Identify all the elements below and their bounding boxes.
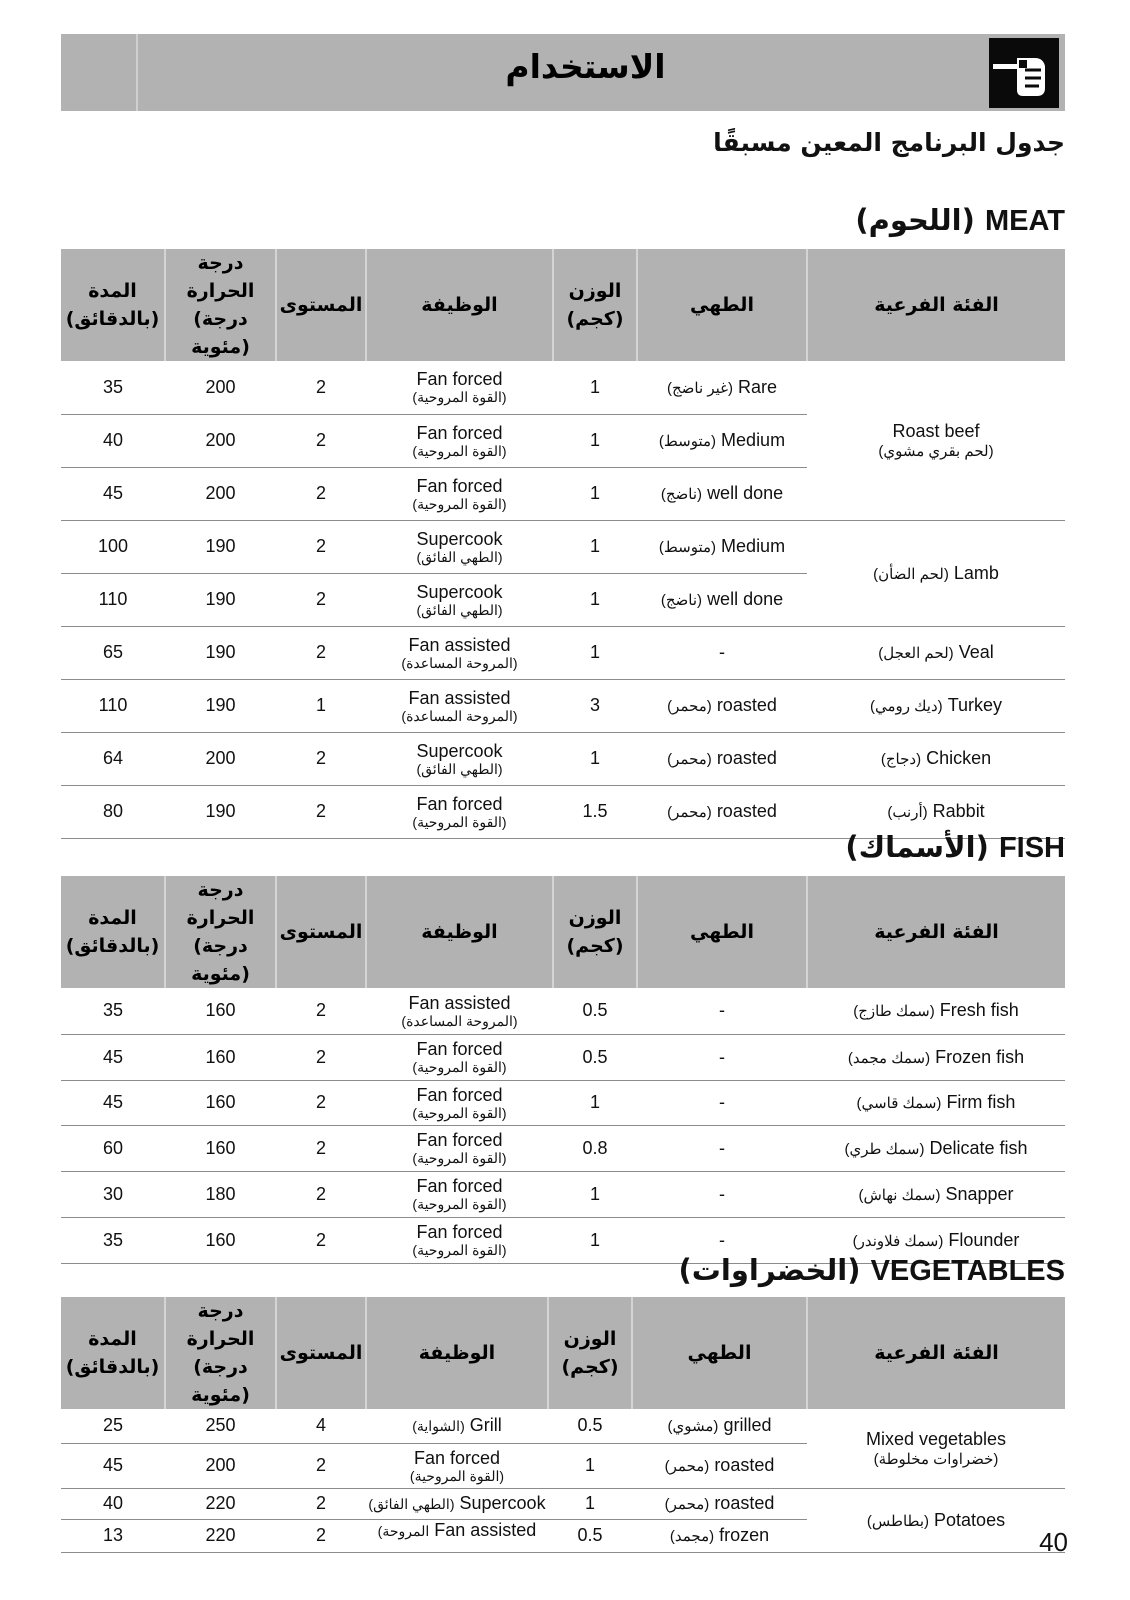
col-time: المدة (بالدقائق): [61, 249, 165, 361]
cell-level: 2: [276, 626, 366, 679]
cell-weight: 1: [553, 1217, 637, 1263]
cell-temp: 190: [165, 573, 276, 626]
cell-temp: 160: [165, 1217, 276, 1263]
cell-time: 45: [61, 1080, 165, 1125]
cell-temp: 220: [165, 1519, 276, 1552]
cell-weight: 0.5: [553, 988, 637, 1034]
cell-level: 2: [276, 1217, 366, 1263]
cell-weight: 1: [548, 1488, 632, 1519]
col-cooking: الطهي: [637, 876, 807, 988]
table-row: [61, 1488, 1065, 1519]
cell-level: 2: [276, 988, 366, 1034]
cell-weight: 1: [553, 732, 637, 785]
cell-time: 45: [61, 1034, 165, 1080]
col-category: الفئة الفرعية: [807, 876, 1065, 988]
cell-temp: 190: [165, 626, 276, 679]
cell-function: Fan forced (القوة المروحية): [366, 1171, 553, 1217]
cell-cooking: (غير ناضج) Rare: [637, 361, 807, 414]
col-level: المستوى: [276, 249, 366, 361]
cell-category: (لحم الضأن) Lamb: [807, 520, 1065, 626]
table-row: [61, 626, 1065, 679]
cell-cooking: (محمر) roasted: [632, 1443, 807, 1488]
cell-level: 2: [276, 361, 366, 414]
page-title: الاستخدام: [505, 47, 666, 86]
table-row: [61, 732, 1065, 785]
cell-level: 2: [276, 1080, 366, 1125]
cell-cooking: -: [637, 1034, 807, 1080]
cell-category: Roast beef (لحم بقري مشوي): [807, 361, 1065, 520]
cell-temp: 200: [165, 361, 276, 414]
cell-category: (لحم العجل) Veal: [807, 626, 1065, 679]
cell-function: Fan forced (القوة المروحية): [366, 1125, 553, 1171]
col-temp: درجة الحرارة (درجة مئوية): [165, 876, 276, 988]
cell-weight: 1: [553, 520, 637, 573]
cell-time: 100: [61, 520, 165, 573]
cell-function: Fan forced (القوة المروحية): [366, 785, 553, 838]
meat-title-en: MEAT: [984, 205, 1065, 237]
col-weight: الوزن (كجم): [553, 876, 637, 988]
cell-weight: 1: [553, 361, 637, 414]
veg-header-row: [61, 1297, 1065, 1409]
col-time: المدة (بالدقائق): [61, 876, 165, 988]
cell-cooking: -: [637, 1125, 807, 1171]
cell-cooking: (ناضج) well done: [637, 467, 807, 520]
cell-level: 2: [276, 785, 366, 838]
cell-time: 60: [61, 1125, 165, 1171]
cell-category: (سمك طري) Delicate fish: [807, 1125, 1065, 1171]
cell-function: (الطهي الفائق) Supercook: [366, 1488, 548, 1519]
cell-temp: 160: [165, 1034, 276, 1080]
cell-temp: 190: [165, 679, 276, 732]
cell-weight: 1: [553, 414, 637, 467]
meat-title-ar: (اللحوم): [855, 203, 975, 237]
table-row: [61, 1125, 1065, 1171]
cell-temp: 250: [165, 1409, 276, 1443]
cell-function: Supercook (الطهي الفائق): [366, 573, 553, 626]
fish-title-en: FISH: [998, 832, 1065, 864]
cell-level: 2: [276, 573, 366, 626]
cell-level: 2: [276, 467, 366, 520]
cell-temp: 190: [165, 785, 276, 838]
cell-weight: 0.8: [553, 1125, 637, 1171]
cell-function: Fan assisted (المروحة المساعدة): [366, 679, 553, 732]
col-level: المستوى: [276, 1297, 366, 1409]
section-title-fish: [845, 830, 1065, 865]
cell-function: Fan assisted (المروحة المساعدة): [366, 988, 553, 1034]
cell-function: Fan forced (القوة المروحية): [366, 1217, 553, 1263]
col-function: الوظيفة: [366, 249, 553, 361]
cell-temp: 180: [165, 1171, 276, 1217]
cell-level: 2: [276, 732, 366, 785]
cell-function: (الشواية) Grill: [366, 1409, 548, 1443]
cell-cooking: (محمر) roasted: [637, 785, 807, 838]
cell-time: 45: [61, 467, 165, 520]
pointing-hand-icon: [989, 38, 1059, 108]
cell-temp: 160: [165, 1125, 276, 1171]
cell-level: 2: [276, 1034, 366, 1080]
cell-function: Fan forced (القوة المروحية): [366, 1034, 553, 1080]
cell-time: 40: [61, 1488, 165, 1519]
section-title-meat: [855, 203, 1065, 238]
cell-time: 35: [61, 988, 165, 1034]
col-weight: الوزن (كجم): [548, 1297, 632, 1409]
cell-level: 2: [276, 414, 366, 467]
cell-function: (المروحة Fan assisted: [366, 1519, 548, 1552]
cell-category: (دجاج) Chicken: [807, 732, 1065, 785]
fish-title-ar: (الأسماك): [845, 830, 989, 864]
cell-time: 110: [61, 573, 165, 626]
col-cooking: الطهي: [637, 249, 807, 361]
cell-time: 35: [61, 1217, 165, 1263]
cell-level: 2: [276, 1443, 366, 1488]
cell-weight: 0.5: [548, 1519, 632, 1552]
table-row: [61, 988, 1065, 1034]
cell-cooking: (متوسط) Medium: [637, 414, 807, 467]
cell-weight: 1: [553, 626, 637, 679]
cell-category: (سمك قاسي) Firm fish: [807, 1080, 1065, 1125]
cell-temp: 160: [165, 988, 276, 1034]
cell-time: 65: [61, 626, 165, 679]
cell-cooking: (متوسط) Medium: [637, 520, 807, 573]
vegetables-table: [61, 1297, 1065, 1553]
cell-temp: 200: [165, 732, 276, 785]
cell-temp: 160: [165, 1080, 276, 1125]
cell-temp: 200: [165, 467, 276, 520]
section-title-vegetables: [679, 1253, 1065, 1288]
col-temp: درجة الحرارة (درجة مئوية): [165, 249, 276, 361]
cell-temp: 190: [165, 520, 276, 573]
cell-function: Fan forced (القوة المروحية): [366, 361, 553, 414]
cell-temp: 200: [165, 1443, 276, 1488]
cell-weight: 3: [553, 679, 637, 732]
cell-function: Fan forced (القوة المروحية): [366, 1080, 553, 1125]
col-category: الفئة الفرعية: [807, 249, 1065, 361]
col-cooking: الطهي: [632, 1297, 807, 1409]
cell-time: 35: [61, 361, 165, 414]
cell-weight: 1: [548, 1443, 632, 1488]
meat-header-row: [61, 249, 1065, 361]
cell-time: 25: [61, 1409, 165, 1443]
cell-weight: 1.5: [553, 785, 637, 838]
veg-title-ar: (الخضراوات): [678, 1253, 861, 1287]
table-row: [61, 679, 1065, 732]
col-category: الفئة الفرعية: [807, 1297, 1065, 1409]
table-row: [61, 1171, 1065, 1217]
cell-cooking: (مجمد) frozen: [632, 1519, 807, 1552]
cell-cooking: (محمر) roasted: [632, 1488, 807, 1519]
cell-cooking: (محمر) roasted: [637, 732, 807, 785]
cell-cooking: (ناضج) well done: [637, 573, 807, 626]
col-function: الوظيفة: [366, 1297, 548, 1409]
cell-time: 45: [61, 1443, 165, 1488]
cell-time: 64: [61, 732, 165, 785]
col-temp: درجة الحرارة (درجة مئوية): [165, 1297, 276, 1409]
cell-cooking: (مشوي) grilled: [632, 1409, 807, 1443]
cell-category: (سمك مجمد) Frozen fish: [807, 1034, 1065, 1080]
veg-title-en: VEGETABLES: [870, 1255, 1065, 1287]
cell-function: Fan assisted (المروحة المساعدة): [366, 626, 553, 679]
cell-level: 2: [276, 1171, 366, 1217]
cell-function: Supercook (الطهي الفائق): [366, 732, 553, 785]
cell-time: 13: [61, 1519, 165, 1552]
cell-function: Fan forced (القوة المروحية): [366, 467, 553, 520]
cell-cooking: -: [637, 626, 807, 679]
cell-weight: 0.5: [548, 1409, 632, 1443]
cell-category: (بطاطس) Potatoes: [807, 1488, 1065, 1552]
cell-category: (أرنب) Rabbit: [807, 785, 1065, 838]
cell-weight: 1: [553, 467, 637, 520]
table-row: [61, 1034, 1065, 1080]
page-subtitle: جدول البرنامج المعين مسبقًا: [713, 128, 1065, 157]
cell-cooking: -: [637, 1171, 807, 1217]
table-row: [61, 1080, 1065, 1125]
cell-level: 2: [276, 1519, 366, 1552]
cell-cooking: -: [637, 1217, 807, 1263]
cell-category: (ديك رومي) Turkey: [807, 679, 1065, 732]
cell-category: (سمك فلاوندر) Flounder: [807, 1217, 1065, 1263]
cell-category: Mixed vegetables (خضراوات مخلوطة): [807, 1409, 1065, 1488]
col-weight: الوزن (كجم): [553, 249, 637, 361]
cell-temp: 200: [165, 414, 276, 467]
cell-category: (سمك نهاش) Snapper: [807, 1171, 1065, 1217]
cell-temp: 220: [165, 1488, 276, 1519]
cell-time: 40: [61, 414, 165, 467]
col-function: الوظيفة: [366, 876, 553, 988]
col-time: المدة (بالدقائق): [61, 1297, 165, 1409]
fish-header-row: [61, 876, 1065, 988]
table-row: [61, 1409, 1065, 1443]
cell-level: 2: [276, 1125, 366, 1171]
cell-cooking: -: [637, 1080, 807, 1125]
header-banner: [61, 34, 1065, 111]
cell-time: 110: [61, 679, 165, 732]
table-row: [61, 520, 1065, 573]
cell-cooking: -: [637, 988, 807, 1034]
cell-level: 2: [276, 520, 366, 573]
page-number: 40: [1039, 1527, 1068, 1557]
cell-level: 1: [276, 679, 366, 732]
cell-category: (سمك طازج) Fresh fish: [807, 988, 1065, 1034]
cell-weight: 1: [553, 1080, 637, 1125]
cell-weight: 1: [553, 573, 637, 626]
cell-function: Supercook (الطهي الفائق): [366, 520, 553, 573]
cell-level: 2: [276, 1488, 366, 1519]
cell-weight: 0.5: [553, 1034, 637, 1080]
fish-table: [61, 876, 1065, 1264]
cell-weight: 1: [553, 1171, 637, 1217]
cell-time: 30: [61, 1171, 165, 1217]
cell-cooking: (محمر) roasted: [637, 679, 807, 732]
meat-table: [61, 249, 1065, 839]
table-row: [61, 361, 1065, 414]
cell-level: 4: [276, 1409, 366, 1443]
cell-function: Fan forced (القوة المروحية): [366, 414, 553, 467]
cell-time: 80: [61, 785, 165, 838]
col-level: المستوى: [276, 876, 366, 988]
cell-function: Fan forced (القوة المروحية): [366, 1443, 548, 1488]
